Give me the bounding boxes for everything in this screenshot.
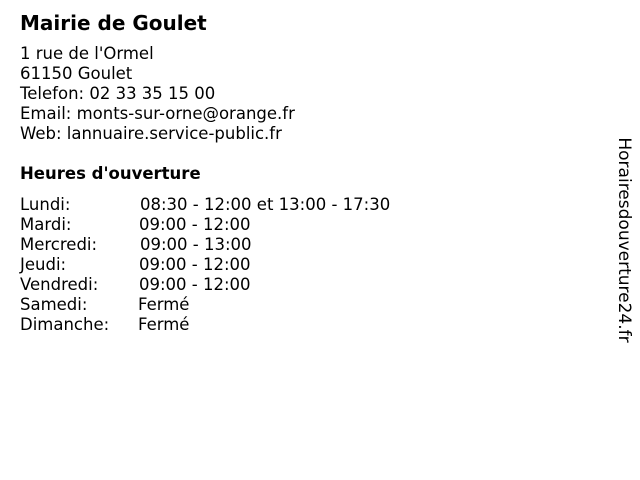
website: Web: lannuaire.service-public.fr bbox=[20, 124, 282, 143]
hours-day: Mercredi: bbox=[20, 235, 98, 254]
page-title: Mairie de Goulet bbox=[20, 11, 207, 35]
site-watermark: Horairesdouverture24.fr bbox=[614, 137, 634, 343]
phone-number: Telefon: 02 33 35 15 00 bbox=[20, 84, 216, 103]
hours-time: 09:00 - 13:00 bbox=[140, 235, 252, 254]
hours-time: 08:30 - 12:00 et 13:00 - 17:30 bbox=[140, 195, 391, 214]
address-block bbox=[20, 44, 295, 144]
hours-day: Vendredi: bbox=[20, 275, 99, 294]
hours-day: Samedi: bbox=[20, 295, 88, 314]
street-address: 1 rue de l'Ormel bbox=[20, 44, 154, 63]
email-address: Email: monts-sur-orne@orange.fr bbox=[20, 104, 295, 123]
hours-time: Fermé bbox=[138, 295, 190, 314]
hours-day: Lundi: bbox=[20, 195, 71, 214]
hours-time: 09:00 - 12:00 bbox=[139, 275, 251, 294]
hours-time: 09:00 - 12:00 bbox=[139, 215, 251, 234]
hours-day: Mardi: bbox=[20, 215, 72, 234]
hours-day: Jeudi: bbox=[20, 255, 67, 274]
hours-time: 09:00 - 12:00 bbox=[139, 255, 251, 274]
hours-time: Fermé bbox=[138, 315, 190, 334]
hours-day: Dimanche: bbox=[20, 315, 110, 334]
postal-city: 61150 Goulet bbox=[20, 64, 133, 83]
hours-heading: Heures d'ouverture bbox=[20, 164, 201, 183]
